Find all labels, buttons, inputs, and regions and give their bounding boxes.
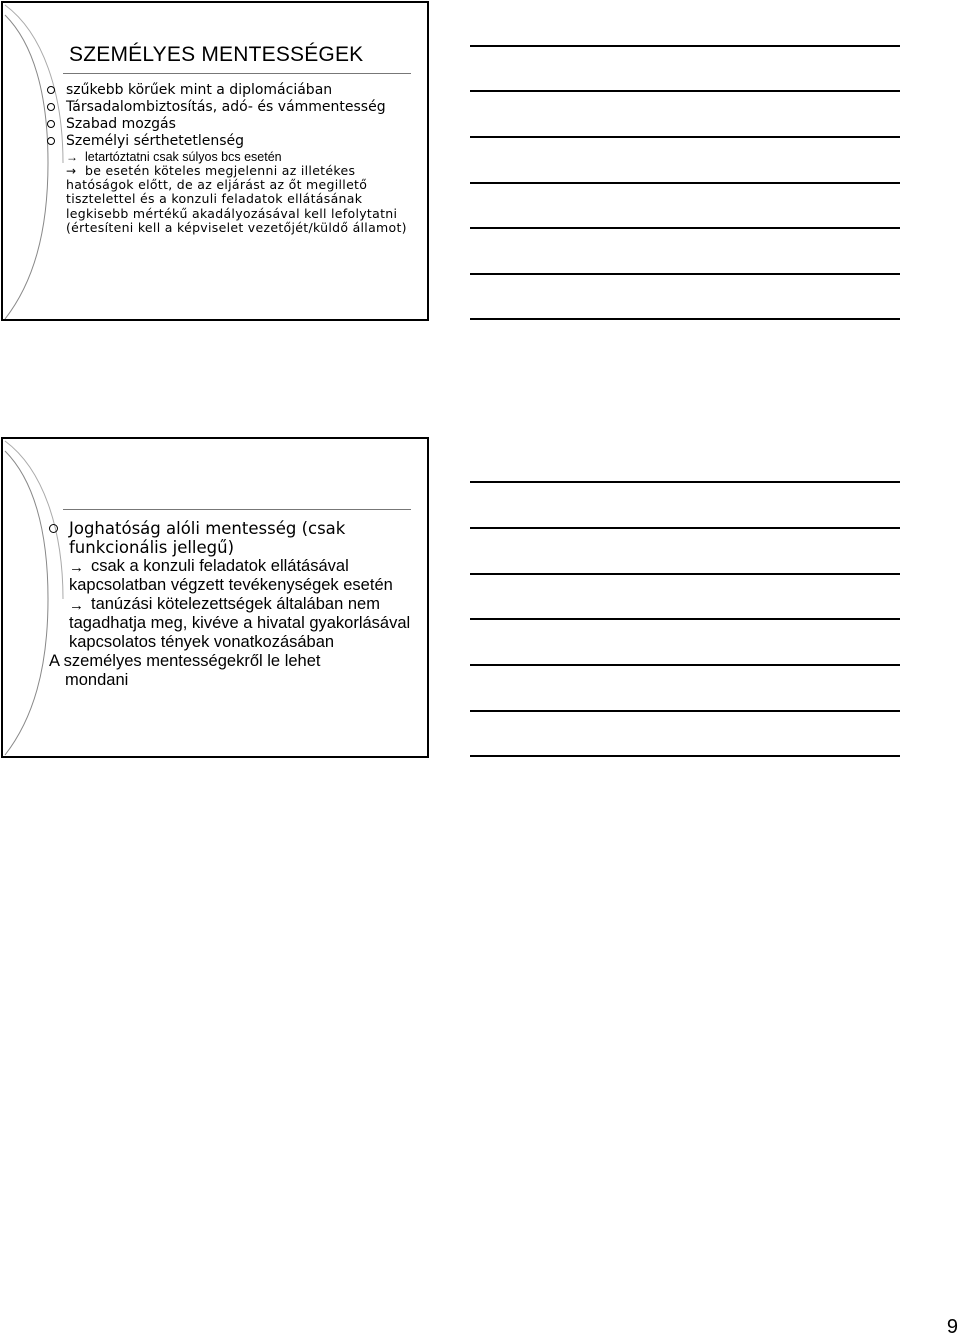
plain-text-item: A személyes mentességekről le lehet mondani [49,652,321,689]
note-line [470,618,900,620]
note-line [470,136,900,138]
bullet-circle-icon [47,120,55,128]
note-line [470,710,900,712]
note-line [470,45,900,47]
arrow-icon: → [69,559,84,576]
slide-2 [1,437,429,758]
sub-item: → be esetén köteles megjelenni az illetékes hatóságok előtt, de az eljárást az őt megillető tisztelettel és a konzuli feladatok ellátásának legkisebb mértékű akadályozásával kell lefolytatni (értesíteni kell a képviselet vezetőjét/küldő államot) [66,163,407,235]
bullet-circle-icon [47,103,55,111]
arrow-icon: → [69,597,84,614]
bullet-item: Személyi sérthetetlenség [45,133,425,150]
note-line [470,573,900,575]
sub-item: → tanúzási kötelezettségek általában nem tagadhatja meg, kivéve a hivatal gyakorlásával kapcsolatos tények vonatkozásában [69,595,411,651]
note-line [470,664,900,666]
bullet-item: Szabad mozgás [45,116,425,133]
bullet-circle-icon [47,137,55,145]
sub-item: → letartóztatni csak súlyos bcs esetén [66,150,282,164]
bullet-item: szűkebb körűek mint a diplomáciában [45,82,425,99]
note-line [470,527,900,529]
arrow-icon: → [66,164,77,178]
note-line [470,755,900,757]
note-line [470,481,900,483]
slide-1 [1,1,429,321]
page-number: 9 [946,1316,958,1338]
bullet-circle-icon [47,86,55,94]
bullet-item: Joghatóság alóli mentesség (csak funkcionális jellegű) [49,519,419,557]
note-line [470,90,900,92]
title-underline [63,73,411,74]
note-line [470,182,900,184]
sub-item: → csak a konzuli feladatok ellátásával kapcsolatban végzett tevékenységek esetén [69,557,393,594]
note-line [470,227,900,229]
bullet-circle-icon [49,524,58,533]
slide-body [45,82,425,235]
note-line [470,318,900,320]
slide-title: SZEMÉLYES MENTESSÉGEK [69,43,364,66]
arrow-icon: → [66,150,78,164]
note-line [470,273,900,275]
title-underline [63,509,411,510]
bullet-item: Társadalombiztosítás, adó- és vámmentesség [45,99,425,116]
slide-body [49,519,419,690]
